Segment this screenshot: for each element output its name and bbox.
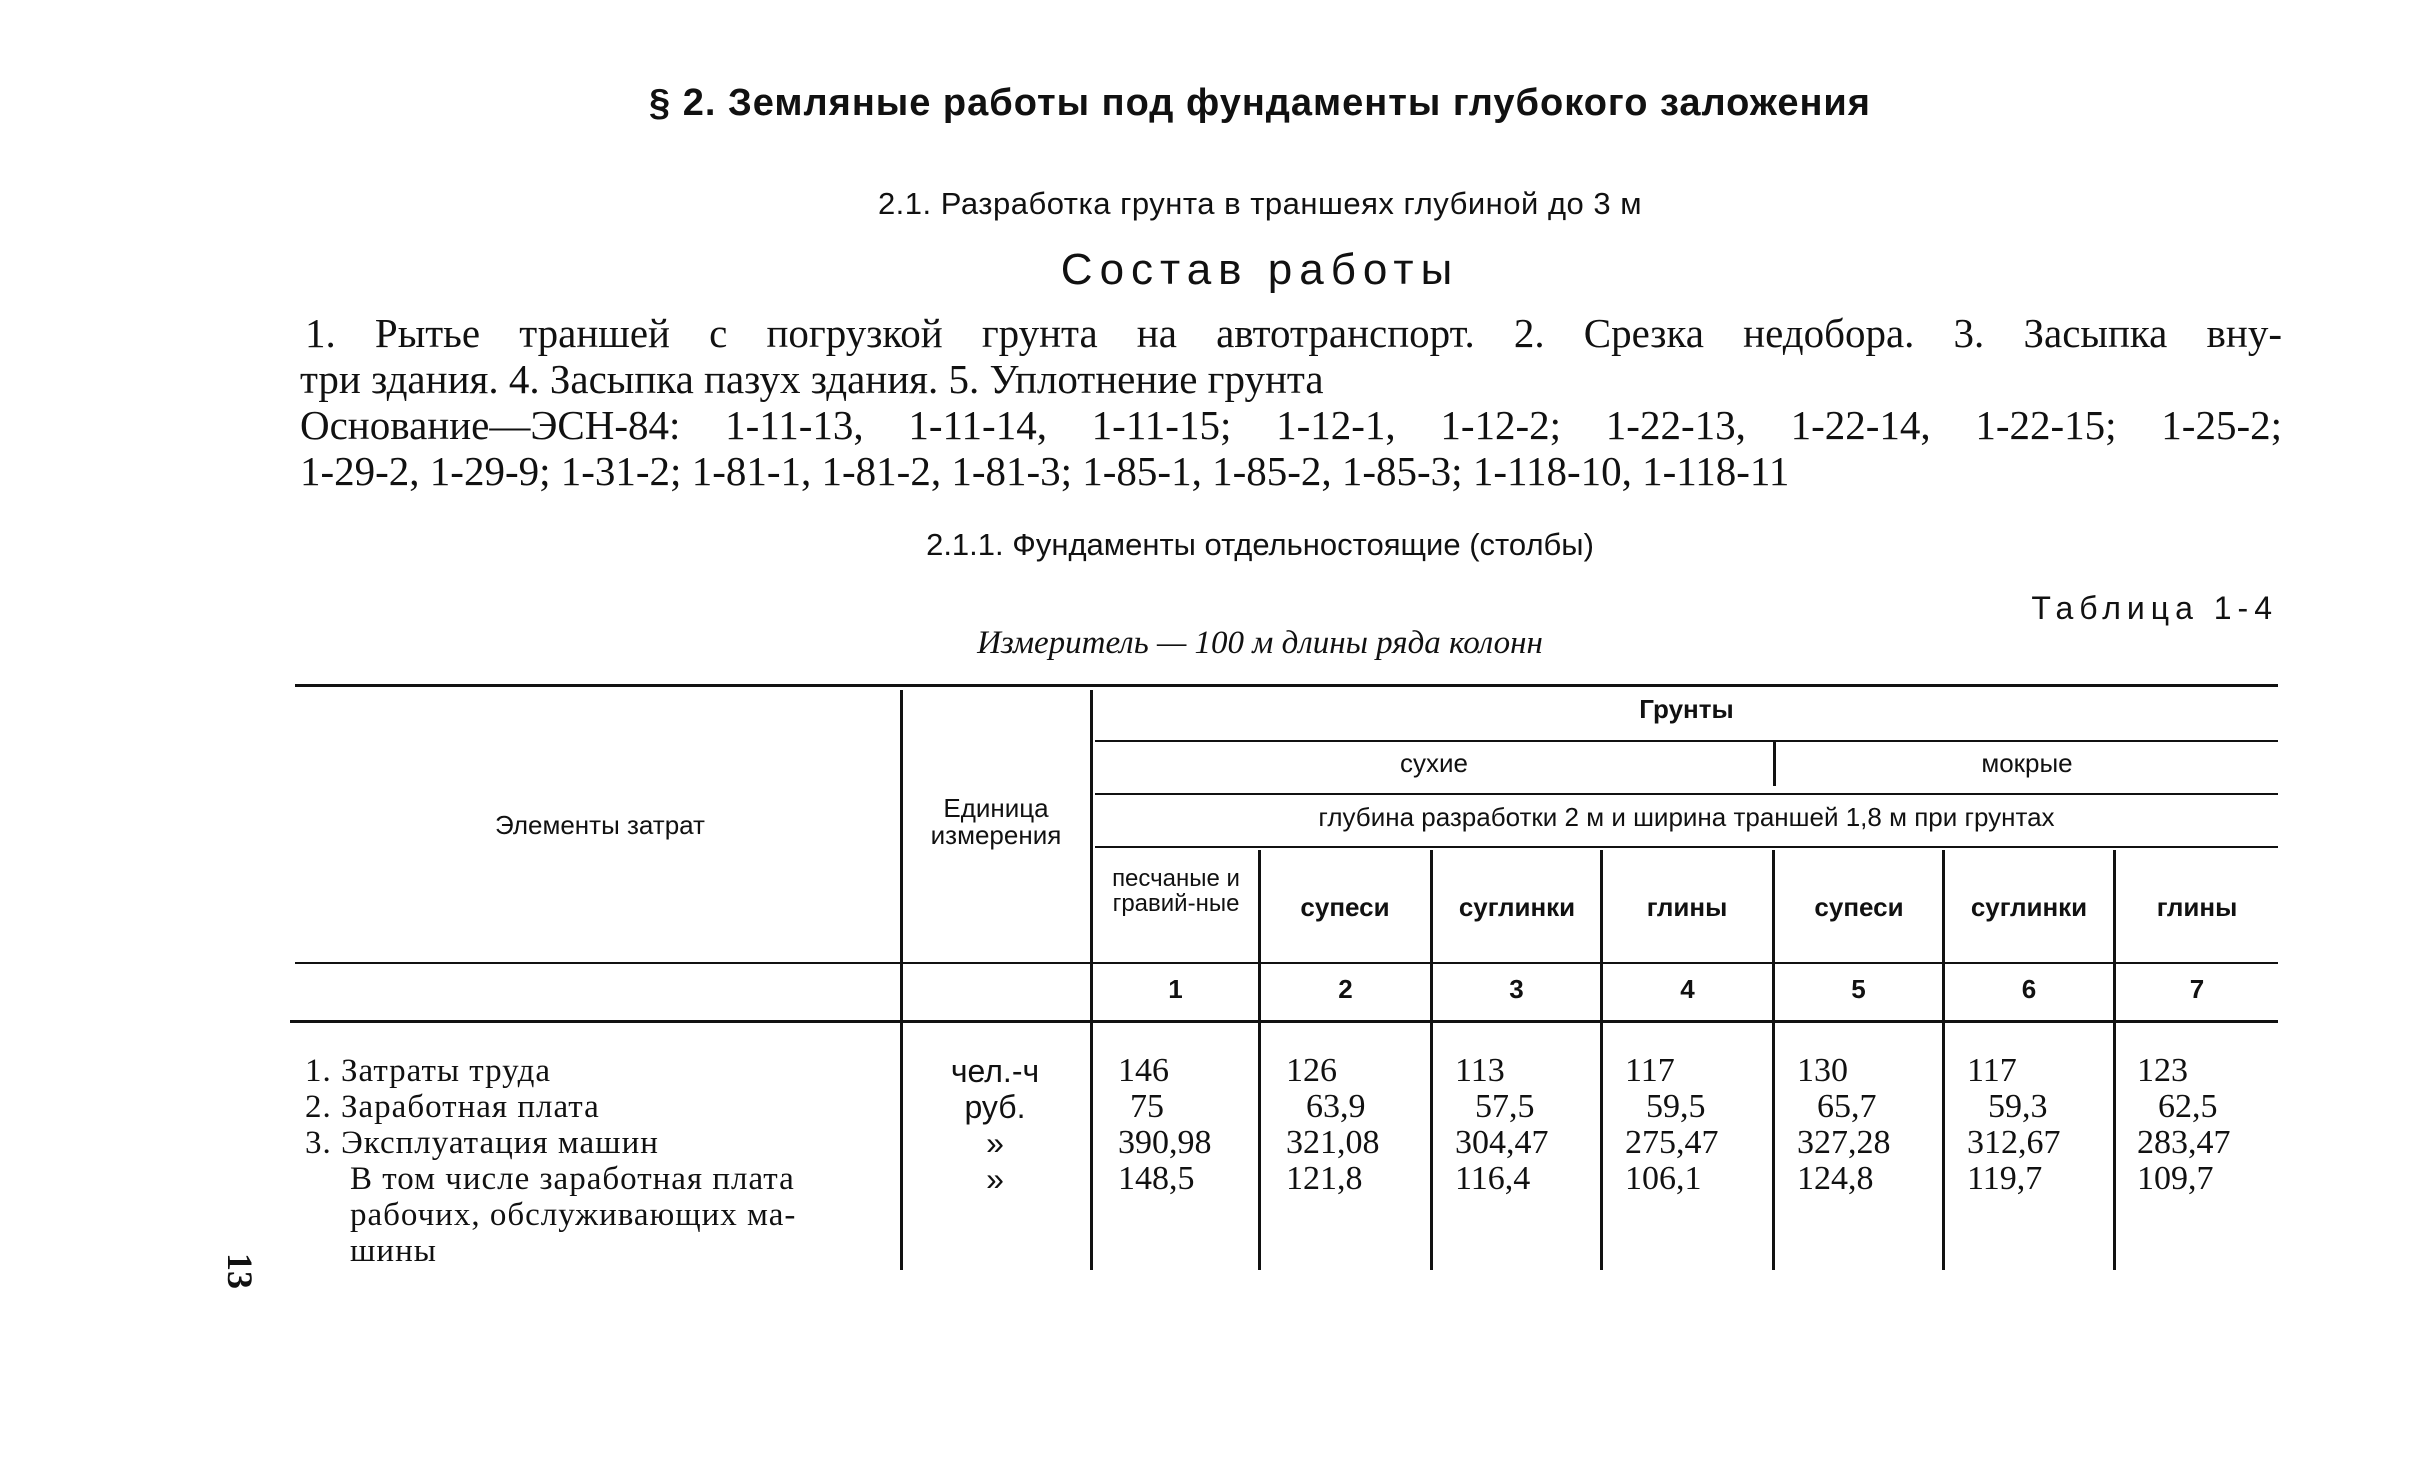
col-number: 6 [2021, 974, 2037, 1004]
table-cell: 117 [1625, 1052, 1675, 1089]
table-cell: 327,28 [1797, 1124, 1891, 1161]
header-col-5: супеси [1814, 892, 1904, 922]
table-cell: 59,3 [1988, 1088, 2048, 1125]
table-cell: 57,5 [1475, 1088, 1535, 1125]
table-cell: 283,47 [2137, 1124, 2231, 1161]
table-cell: 130 [1797, 1052, 1848, 1089]
table-cell: 63,9 [1306, 1088, 1366, 1125]
col-number: 2 [1338, 974, 1353, 1004]
table-rule [1095, 740, 2278, 742]
header-depth-note: глубина разработки 2 м и ширина траншей 1,8 м при грунтах [1318, 802, 2055, 832]
table-rule [1095, 793, 2278, 795]
header-col-2: супеси [1300, 892, 1390, 922]
table-cell: 119,7 [1967, 1160, 2043, 1197]
table-label: Таблица 1-4 [2031, 590, 2278, 626]
col-number: 1 [1168, 974, 1183, 1004]
table-cell: 121,8 [1286, 1160, 1363, 1197]
row-label: 3. Эксплуатация машин [305, 1125, 659, 1161]
table-rule [1095, 846, 2278, 848]
row-label: рабочих, обслуживающих ма- [350, 1197, 797, 1233]
table-cell: 65,7 [1817, 1088, 1877, 1125]
header-col-1: песчаные и гравий-ные [1112, 865, 1240, 917]
table-cell: 106,1 [1625, 1160, 1702, 1197]
row-label: 1. Затраты труда [305, 1053, 552, 1089]
header-col-7: глины [2156, 892, 2238, 922]
header-unit: Единица измерения [930, 793, 1062, 850]
table-cell: 117 [1967, 1052, 2017, 1089]
table-cell: 148,5 [1118, 1160, 1195, 1197]
header-col-3: суглинки [1458, 892, 1576, 922]
col-number: 5 [1851, 974, 1866, 1004]
table-cell: 123 [2137, 1052, 2188, 1089]
composition-line: 1. Рытье траншей с погрузкой грунта на автотранспорт. 2. Срезка недобора. 3. Засыпка вну- [305, 310, 2282, 356]
row-label: 2. Заработная плата [305, 1089, 600, 1125]
table-cell: 126 [1286, 1052, 1337, 1089]
header-col-6: суглинки [1970, 892, 2088, 922]
row-unit: чел.-ч [950, 1053, 1040, 1089]
table-cell: 113 [1455, 1052, 1505, 1089]
section-title: § 2. Земляные работы под фундаменты глубокого заложения [649, 82, 1871, 124]
table-cell: 275,47 [1625, 1124, 1719, 1161]
basis-line: Основание—ЭСН-84: 1-11-13, 1-11-14, 1-11-15; 1-12-1, 1-12-2; 1-22-13, 1-22-14, 1-22-15; 1-25-2; [300, 402, 2282, 448]
table-cell: 109,7 [2137, 1160, 2214, 1197]
header-wet: мокрые [1981, 748, 2073, 778]
basis-line: 1-29-2, 1-29-9; 1-31-2; 1-81-1, 1-81-2, 1-81-3; 1-85-1, 1-85-2, 1-85-3; 1-118-10, 1-118-11 [300, 448, 1790, 494]
table-cell: 75 [1130, 1088, 1164, 1125]
table-cell: 304,47 [1455, 1124, 1549, 1161]
subsubsection-title: 2.1.1. Фундаменты отдельностоящие (столбы) [926, 527, 1594, 562]
table-col-rule [900, 690, 903, 1270]
row-label: шины [350, 1233, 437, 1269]
page-number: 13 [220, 1253, 260, 1289]
table-top-rule [295, 684, 2278, 687]
row-label: В том числе заработная плата [350, 1161, 795, 1197]
table-cell: 390,98 [1118, 1124, 1212, 1161]
table-cell: 59,5 [1646, 1088, 1706, 1125]
table-cell: 321,08 [1286, 1124, 1380, 1161]
table-cell: 312,67 [1967, 1124, 2061, 1161]
table-rule [295, 962, 2278, 964]
header-elements: Элементы затрат [495, 810, 705, 840]
col-number: 4 [1680, 974, 1695, 1004]
measure-unit: Измеритель — 100 м длины ряда колонн [977, 625, 1543, 661]
col-number: 7 [2189, 974, 2205, 1004]
header-dry: сухие [1400, 748, 1468, 778]
row-unit: » [986, 1125, 1004, 1161]
table-cell: 146 [1118, 1052, 1169, 1089]
col-number: 3 [1509, 974, 1524, 1004]
composition-heading: Состав работы [1060, 245, 1460, 294]
table-cell: 116,4 [1455, 1160, 1531, 1197]
subsection-title: 2.1. Разработка грунта в траншеях глубиной до 3 м [877, 186, 1643, 221]
row-unit: » [986, 1161, 1004, 1197]
row-unit: руб. [964, 1089, 1026, 1125]
table-cell: 124,8 [1797, 1160, 1874, 1197]
table-rule [290, 1020, 2278, 1023]
header-soils: Грунты [1639, 694, 1734, 724]
composition-line: три здания. 4. Засыпка пазух здания. 5. Уплотнение грунта [300, 356, 1324, 402]
header-col-4: глины [1646, 892, 1728, 922]
table-cell: 62,5 [2158, 1088, 2218, 1125]
